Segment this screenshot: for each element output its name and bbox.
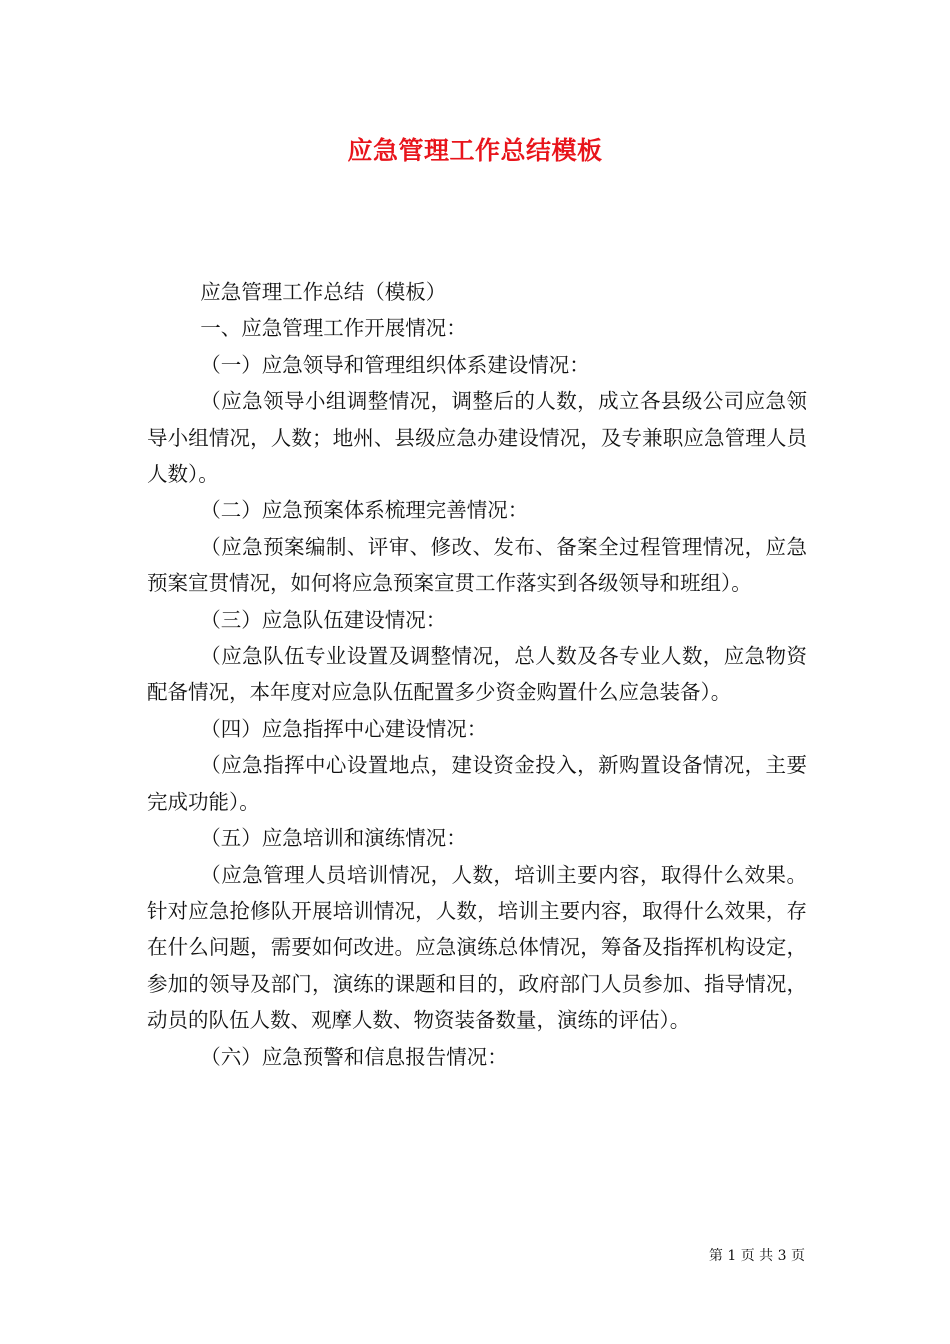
paragraph: （一）应急领导和管理组织体系建设情况： — [200, 352, 590, 377]
paragraph: （四）应急指挥中心建设情况： — [200, 716, 488, 741]
paragraph: （应急预案编制、评审、修改、发布、备案全过程管理情况，应急预案宣贯情况，如何将应急预案宣贯工作落实到各级领导和班组）。 — [147, 534, 807, 596]
paragraph: （三）应急队伍建设情况： — [200, 607, 447, 632]
paragraph: 应急管理工作总结（模板） — [200, 280, 447, 304]
paragraph: （五）应急培训和演练情况： — [200, 826, 467, 851]
paragraph: （应急管理人员培训情况，人数，培训主要内容，取得什么效果。针对应急抢修队开展培训情况，人数，培训主要内容，取得什么效果，存在什么问题，需要如何改进。应急演练总体情况，筹备及指挥机构设定，参加的领导及部门，演练的课题和目的，政府部门人员参加、指导情况，动员的队伍人数、观摩人数、物资装备数量，演练的评估）。 — [147, 862, 807, 1033]
page-number-footer: 第 1 页 共 3 页 — [708, 1248, 805, 1264]
paragraph: （二）应急预案体系梳理完善情况： — [200, 498, 529, 523]
paragraph: （应急指挥中心设置地点，建设资金投入，新购置设备情况，主要完成功能）。 — [147, 753, 807, 814]
document-body — [147, 274, 807, 1075]
paragraph: （六）应急预警和信息报告情况： — [200, 1044, 508, 1069]
document-title: 应急管理工作总结模板 — [347, 136, 603, 165]
paragraph: （应急领导小组调整情况，调整后的人数，成立各县级公司应急领导小组情况，人数；地州、县级应急办建设情况，及专兼职应急管理人员人数）。 — [147, 389, 807, 487]
paragraph: （应急队伍专业设置及调整情况，总人数及各专业人数，应急物资配备情况，本年度对应急队伍配置多少资金购置什么应急装备）。 — [147, 644, 807, 705]
paragraph: 一、应急管理工作开展情况： — [200, 316, 467, 341]
